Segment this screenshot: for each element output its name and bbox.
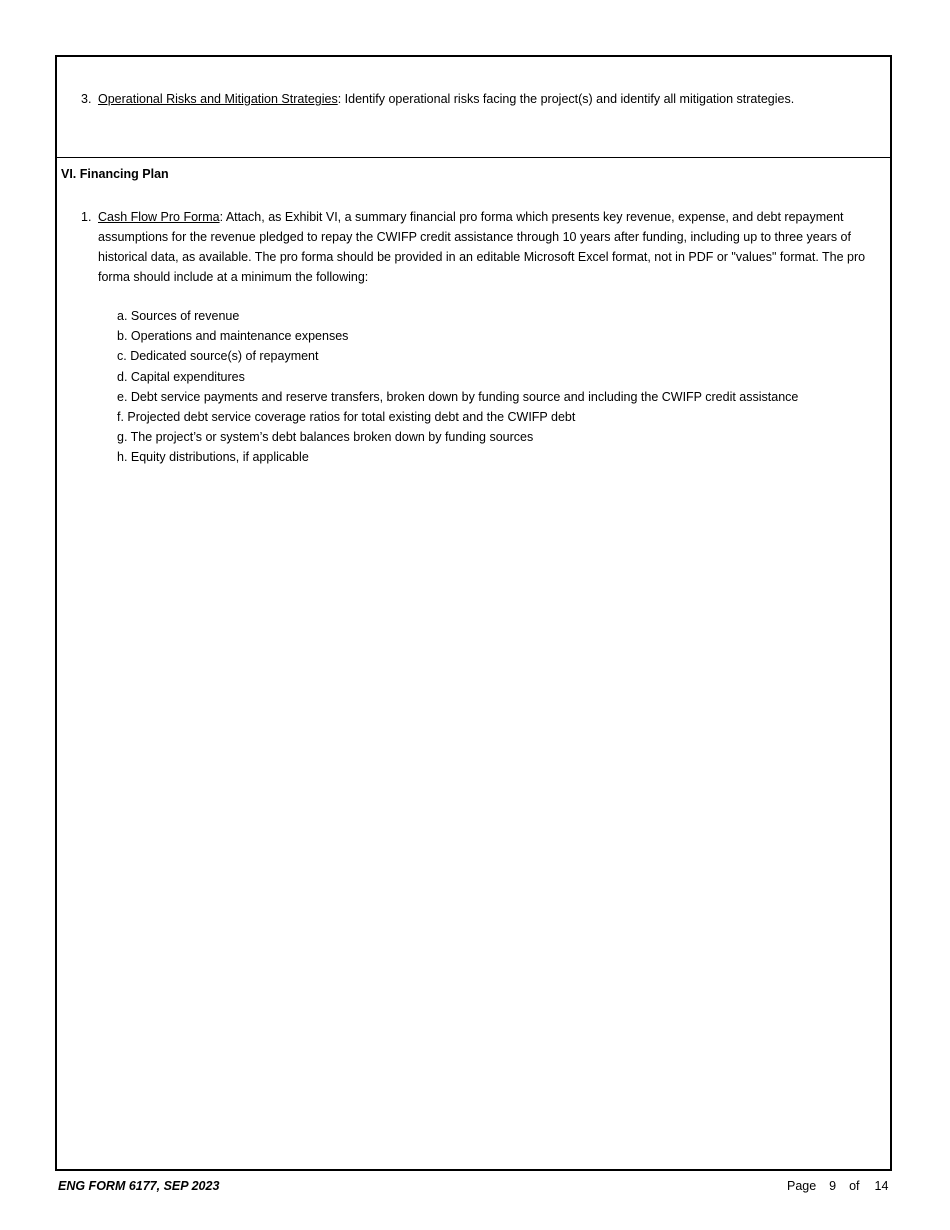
pro-forma-requirements-list — [117, 306, 798, 468]
list-item: d. Capital expenditures — [117, 369, 245, 384]
item-body — [98, 92, 794, 106]
item-cash-flow-pro-forma — [98, 207, 878, 287]
item-number: 3. — [81, 92, 92, 106]
list-item: e. Debt service payments and reserve transfers, broken down by funding source and including the CWIFP credit assistance — [117, 389, 799, 404]
of-label: of — [849, 1179, 860, 1193]
form-frame — [55, 55, 892, 1171]
section-v-continuation — [57, 57, 890, 158]
page-number: 9 — [829, 1179, 837, 1193]
section-heading-financing-plan: VI. Financing Plan — [61, 167, 169, 181]
item-text: : Identify operational risks facing the project(s) and identify all mitigation strategies. — [337, 92, 795, 106]
page-label: Page — [787, 1179, 817, 1193]
item-title: Cash Flow Pro Forma — [98, 210, 220, 224]
list-item: a. Sources of revenue — [117, 309, 240, 323]
list-item: h. Equity distributions, if applicable — [117, 450, 309, 465]
form-identifier: ENG FORM 6177, SEP 2023 — [58, 1179, 220, 1193]
page-indicator — [787, 1179, 888, 1193]
list-item: g. The project’s or system’s debt balances broken down by funding sources — [117, 430, 534, 445]
item-number: 1. — [81, 210, 92, 224]
list-item: b. Operations and maintenance expenses — [117, 329, 349, 344]
total-pages: 14 — [874, 1179, 889, 1193]
item-text: : Attach, as Exhibit VI, a summary financial pro forma which presents key revenue, expense, and debt repayment assumptions for the revenue pledged to repay the CWIFP credit assistance through 10 years after funding, including up to three years of historical data, as available. The pro forma should be provided in an editable Microsoft Excel format, not in PDF or "values" format. The pro forma should include at a minimum the following: — [98, 210, 866, 284]
list-item: c. Dedicated source(s) of repayment — [117, 349, 319, 364]
item-title: Operational Risks and Mitigation Strategies — [98, 92, 338, 106]
list-item: f. Projected debt service coverage ratios for total existing debt and the CWIFP debt — [117, 409, 576, 424]
